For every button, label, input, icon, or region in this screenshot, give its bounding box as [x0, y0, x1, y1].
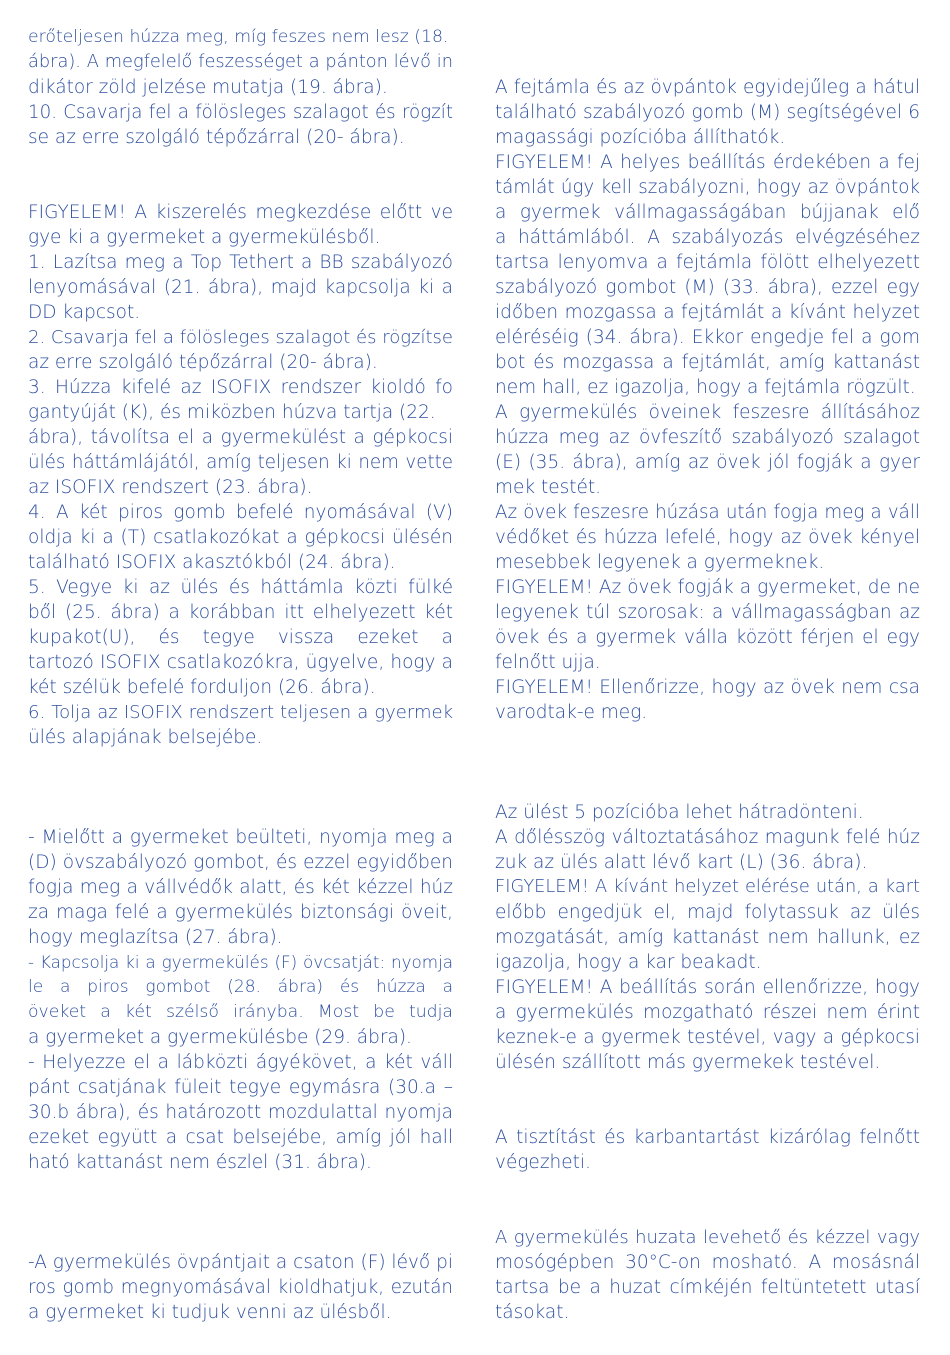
text-line: tartsa lenyomva a fejtámla fölött elhelyezett — [495, 252, 920, 273]
text-line: FIGYELEM! A helyes beállítás érdekében a fej — [495, 152, 920, 173]
text-line: gantyúját (K), és miközben húzva tartja (22. — [28, 402, 436, 423]
text-line: A gyermekülés öveinek feszesre állításához — [495, 402, 920, 423]
text-line: oldja ki a (T) csatlakozókat a gépkocsi ülésén — [28, 527, 453, 548]
text-line: le a piros gombot (28. ábra) és húzza a — [28, 977, 453, 997]
text-line: (E) (35. ábra), amíg az övek jól fogják a gyer — [495, 452, 920, 473]
text-line: gye ki a gyermeket a gyermekülésből. — [28, 227, 381, 248]
text-line: ezeket együtt a csat belsejébe, amíg jól hall — [28, 1127, 453, 1148]
section-headrest — [495, 75, 920, 725]
text-line: se az erre szolgáló tépőzárral (20- ábra). — [28, 127, 405, 148]
text-line: legyenek túl szorosak: a vállmagasságban az — [495, 602, 920, 623]
text-line: FIGYELEM! A kívánt helyzet elérése után, a kart — [495, 877, 920, 897]
text-line: A fejtámla és az övpántok egyidejűleg a hátul — [495, 77, 920, 98]
text-line: - Helyezze el a lábközti ágyékövet, a két váll — [28, 1052, 453, 1073]
text-line: a háttámlából. A szabályozás elvégzéséhez — [495, 227, 920, 248]
text-line: fogja meg a vállvédők alatt, és két kézzel húz — [28, 877, 453, 898]
text-line: Az ülést 5 pozícióba lehet hátradönteni. — [495, 802, 864, 823]
text-line: mek testét. — [495, 477, 602, 498]
section-release — [28, 1250, 453, 1325]
text-line: időben mozgassa a fejtámlát a kívánt helyzet — [495, 302, 920, 323]
text-line: a gyermek vállmagasságában bújjanak elő — [495, 202, 920, 223]
section-washing — [495, 1225, 920, 1325]
text-line: FIGYELEM! A beállítás során ellenőrizze, hogy — [495, 977, 920, 998]
text-line: bot és mozgassa a fejtámlát, amíg kattanást — [495, 352, 920, 373]
text-line: -A gyermekülés övpántjait a csaton (F) lévő pi — [28, 1252, 453, 1273]
text-line: az ISOFIX rendszert (23. ábra). — [28, 477, 313, 498]
text-line: - Mielőtt a gyermeket beülteti, nyomja meg a — [28, 827, 453, 848]
text-line: tásokat. — [495, 1302, 570, 1323]
section-tightening — [28, 25, 453, 150]
text-line: mesebbek legyenek a gyermeknek. — [495, 552, 825, 573]
text-line: Az övek feszesre húzása után fogja meg a váll — [495, 502, 920, 523]
text-line: 5. Vegye ki az ülés és háttámla közti fülké — [28, 577, 453, 598]
text-line: erőteljesen húzza meg, míg feszes nem lesz (18. — [28, 27, 449, 47]
text-line: ható kattanást nem észlel (31. ábra). — [28, 1152, 372, 1173]
text-line: 4. A két piros gomb befelé nyomásával (V) — [28, 502, 453, 523]
text-line: DD kapcsot. — [28, 302, 141, 323]
text-line: hogy meglazítsa (27. ábra). — [28, 927, 283, 948]
text-line: 1. Lazítsa meg a Top Tethert a BB szabályozó — [28, 252, 453, 273]
text-line: a gyermeket a gyermekülésbe (29. ábra). — [28, 1027, 412, 1048]
text-line: 2. Csavarja fel a fölösleges szalagot és rögzítse — [28, 327, 453, 348]
section-cleaning — [495, 1125, 920, 1175]
text-line: (D) övszabályozó gombot, és ezzel egyidőben — [28, 852, 453, 873]
text-line: ros gomb megnyomásával kioldhatjuk, ezután — [28, 1277, 453, 1298]
text-line: az erre szolgáló tépőzárral (20- ábra). — [28, 352, 378, 373]
section-removal — [28, 200, 453, 750]
text-line: ből (25. ábra) a korábban itt elhelyezett két — [28, 602, 453, 623]
text-line: A tisztítást és karbantartást kizárólag felnőtt — [495, 1127, 920, 1148]
text-line: FIGYELEM! Ellenőrizze, hogy az övek nem csa — [495, 677, 920, 698]
text-line: támlát úgy kell szabályozni, hogy az övpántok — [495, 177, 920, 198]
text-line: tartsa be a huzat címkéjén feltüntetett utasí — [495, 1277, 920, 1298]
text-line: két szélük befelé forduljon (26. ábra). — [28, 677, 376, 698]
text-line: dikátor zöld jelzése mutatja (19. ábra). — [28, 77, 388, 98]
text-line: 6. Tolja az ISOFIX rendszert teljesen a gyermek — [28, 702, 453, 723]
section-seating — [28, 825, 453, 1175]
text-line: A gyermekülés huzata levehető és kézzel vagy — [495, 1227, 920, 1248]
text-line: a gyermekülés mozgatható részei nem érint — [495, 1002, 920, 1023]
text-line: található ISOFIX akasztókból (24. ábra). — [28, 552, 396, 573]
text-line: A dőlésszög változtatásához magunk felé húz — [495, 827, 920, 848]
text-line: a gyermeket ki tudjuk venni az ülésből. — [28, 1302, 392, 1323]
text-line: kupakot(U), és tegye vissza ezeket a — [28, 627, 453, 648]
text-line: mosógépben 30°C-on mosható. A mosásnál — [495, 1252, 920, 1273]
text-line: öveket a két szélső irányba. Most be tudja — [28, 1002, 453, 1022]
text-line: 3. Húzza kifelé az ISOFIX rendszer kioldó fo — [28, 377, 453, 398]
text-line: végezheti. — [495, 1152, 591, 1173]
text-line: varodtak-e meg. — [495, 702, 648, 723]
text-line: ülés alapjának belsejébe. — [28, 727, 263, 748]
text-line: övek és a gyermek válla között férjen el egy — [495, 627, 920, 648]
text-line: za maga felé a gyermekülés biztonsági öveit, — [28, 902, 453, 923]
text-line: eléréséig (34. ábra). Ekkor engedje fel a gom — [495, 327, 920, 348]
text-line: ábra), távolítsa el a gyermekülést a gépkocsi — [28, 427, 453, 448]
section-recline — [495, 800, 920, 1075]
text-line: ülés háttámlájától, amíg teljesen ki nem vette — [28, 452, 453, 473]
text-line: szabályozó gombot (M) (33. ábra), ezzel egy — [495, 277, 920, 298]
text-line: - Kapcsolja ki a gyermekülés (F) övcsatját: nyomja — [28, 952, 453, 972]
text-line: lenyomásával (21. ábra), majd kapcsolja ki a — [28, 277, 453, 298]
text-line: FIGYELEM! Az övek fogják a gyermeket, de ne — [495, 577, 920, 598]
text-line: FIGYELEM! A kiszerelés megkezdése előtt ve — [28, 202, 453, 223]
text-line: található szabályozó gomb (M) segítségével 6 — [495, 102, 920, 123]
text-line: magassági pozícióba állíthatók. — [495, 127, 786, 148]
text-line: ábra). A megfelelő feszességet a pánton lévő in — [28, 52, 453, 72]
text-line: mozgatását, amíg kattanást nem hallunk, ez — [495, 927, 920, 948]
text-line: pánt csatjának füleit tegye egymásra (30.a – — [28, 1077, 453, 1098]
text-line: ülésén szállított más gyermekek testével. — [495, 1052, 881, 1073]
text-line: védőket és húzza lefelé, hogy az övek kényel — [495, 527, 920, 548]
text-line: zuk az ülés alatt lévő kart (L) (36. ábra). — [495, 852, 868, 873]
text-line: felnőtt ujja. — [495, 652, 601, 673]
text-line: 10. Csavarja fel a fölösleges szalagot és rögzít — [28, 102, 453, 123]
text-line: keznek-e a gyermek testével, vagy a gépkocsi — [495, 1027, 920, 1048]
text-line: tartozó ISOFIX csatlakozókra, ügyelve, hogy a — [28, 652, 453, 673]
text-line: húzza meg az övfeszítő szabályozó szalagot — [495, 427, 920, 448]
text-line: nem hall, ez igazolja, hogy a fejtámla rögzült. — [495, 377, 916, 398]
text-line: 30.b ábra), és határozott mozdulattal nyomja — [28, 1102, 453, 1123]
text-line: igazolja, hogy a kar beakadt. — [495, 952, 762, 973]
text-line: előbb engedjük el, majd folytassuk az ülés — [495, 902, 920, 923]
